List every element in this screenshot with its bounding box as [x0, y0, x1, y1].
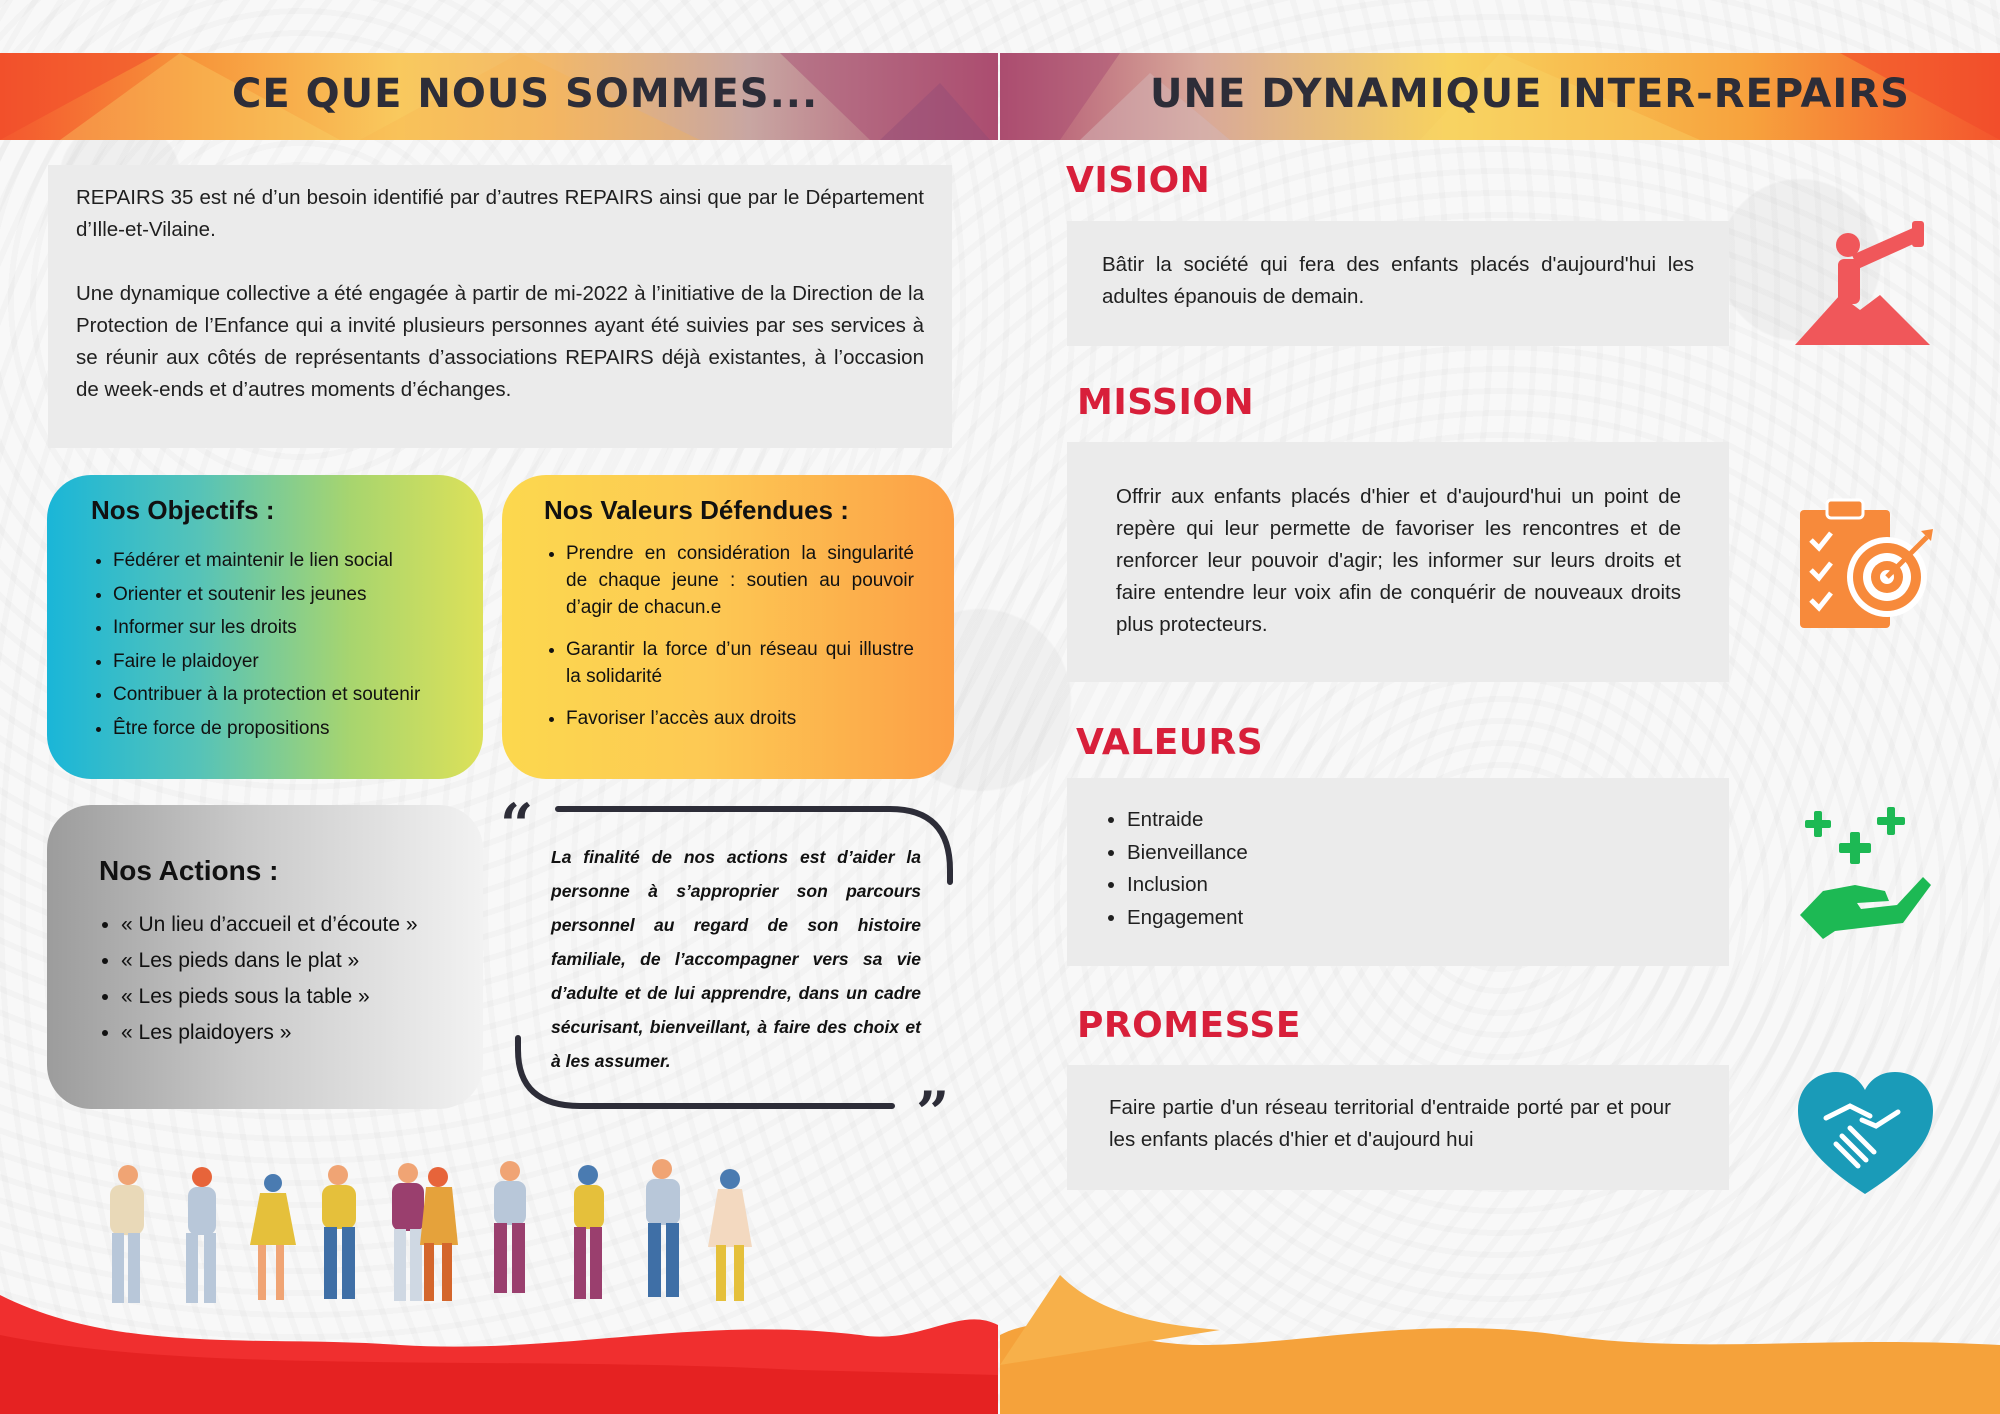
promesse-heading: PROMESSE	[1077, 1005, 1301, 1046]
objectives-list	[91, 544, 463, 745]
valeurs-box	[1067, 778, 1729, 966]
promesse-text: Faire partie d'un réseau territorial d'entraide porté par et pour les enfants placés d'hier et d'aujourd hui	[1109, 1096, 1671, 1151]
right-banner-title: UNE DYNAMIQUE INTER-REPAIRS	[1150, 71, 1910, 117]
list-item: • Faire le plaidoyer	[113, 645, 463, 679]
left-banner	[0, 53, 998, 140]
list-item: • Garantir la force d’un réseau qui illustre la solidarité	[566, 636, 914, 690]
heart-handshake-icon	[1798, 1072, 1933, 1197]
list-item: • Orienter et soutenir les jeunes	[113, 578, 463, 612]
clipboard-target-icon	[1795, 495, 1935, 635]
person-figure	[494, 1161, 526, 1293]
intro-paragraph-2: Une dynamique collective a été engagée à partir de mi-2022 à l’initiative de la Direction de la Protection de l’Enfance qui a invité plusieurs personnes ayant été suivies par ses services à se réunir aux côtés de représentants d’associations REPAIRS déjà existantes, à l’occasion de week-ends et d’autres moments d’échanges.	[76, 282, 924, 401]
list-item: • Fédérer et maintenir le lien social	[113, 544, 463, 578]
list-item: • Bienveillance	[1127, 837, 1729, 870]
mission-heading: MISSION	[1077, 382, 1255, 423]
actions-card	[47, 805, 483, 1109]
values-defended-title: Nos Valeurs Défendues :	[544, 495, 849, 525]
vision-text: Bâtir la société qui fera des enfants placés d'aujourd'hui les adultes épanouis de demain.	[1102, 253, 1694, 308]
vision-heading: VISION	[1066, 160, 1211, 201]
intro-paragraph-1: REPAIRS 35 est né d’un besoin identifié par d’autres REPAIRS ainsi que par le Département d’Ille-et-Vilaine.	[76, 186, 924, 241]
values-defended-card	[502, 475, 954, 779]
telescope-icon	[1790, 215, 1940, 350]
list-item: • Contribuer à la protection et soutenir	[113, 678, 463, 712]
list-item: • Inclusion	[1127, 869, 1729, 902]
quote-close-icon: ”	[916, 1079, 950, 1147]
list-item: • Prendre en considération la singularité de chaque jeune : soutien au pouvoir d’agir de chacun.e	[566, 540, 914, 621]
list-item: • Être force de propositions	[113, 712, 463, 746]
right-banner	[1000, 53, 2000, 140]
quote-block	[500, 791, 960, 1147]
vision-box	[1067, 221, 1729, 346]
actions-title: Nos Actions :	[99, 855, 279, 886]
actions-list	[99, 907, 463, 1051]
mission-text: Offrir aux enfants placés d'hier et d'aujourd'hui un point de repère qui leur permette de favoriser les rencontres et de renforcer leur pouvoir d'agir; les informer sur leurs droits et faire entendre leur voix afin de conquérir de nouveaux droits plus protecteurs.	[1116, 485, 1681, 636]
list-item: • « Les pieds dans le plat »	[121, 943, 463, 979]
mission-box	[1067, 442, 1729, 682]
values-defended-list	[544, 540, 914, 732]
intro-text-box	[48, 165, 952, 448]
list-item: • Engagement	[1127, 902, 1729, 935]
list-item: • Favoriser l’accès aux droits	[566, 705, 914, 732]
hand-plus-icon	[1795, 805, 1935, 945]
quote-text: La finalité de nos actions est d’aider la personne à s’approprier son parcours personnel au regard de son histoire familiale, de l’accompagner vers sa vie d’adulte et de lui apprendre, dans un cadre sécurisant, bienveillant, à faire des choix et à les assumer.	[551, 847, 921, 1071]
objectives-title: Nos Objectifs :	[91, 495, 275, 525]
list-item: • Informer sur les droits	[113, 611, 463, 645]
left-banner-title: CE QUE NOUS SOMMES...	[232, 71, 819, 117]
promesse-box	[1067, 1065, 1729, 1190]
list-item: • « Un lieu d’accueil et d’écoute »	[121, 907, 463, 943]
objectives-card	[47, 475, 483, 779]
list-item: • « Les plaidoyers »	[121, 1015, 463, 1051]
valeurs-list	[1067, 804, 1729, 934]
list-item: • « Les pieds sous la table »	[121, 979, 463, 1015]
list-item: • Entraide	[1127, 804, 1729, 837]
quote-open-icon: “	[500, 791, 534, 859]
bottom-brush-decoration	[0, 1275, 2000, 1414]
valeurs-heading: VALEURS	[1076, 722, 1264, 763]
